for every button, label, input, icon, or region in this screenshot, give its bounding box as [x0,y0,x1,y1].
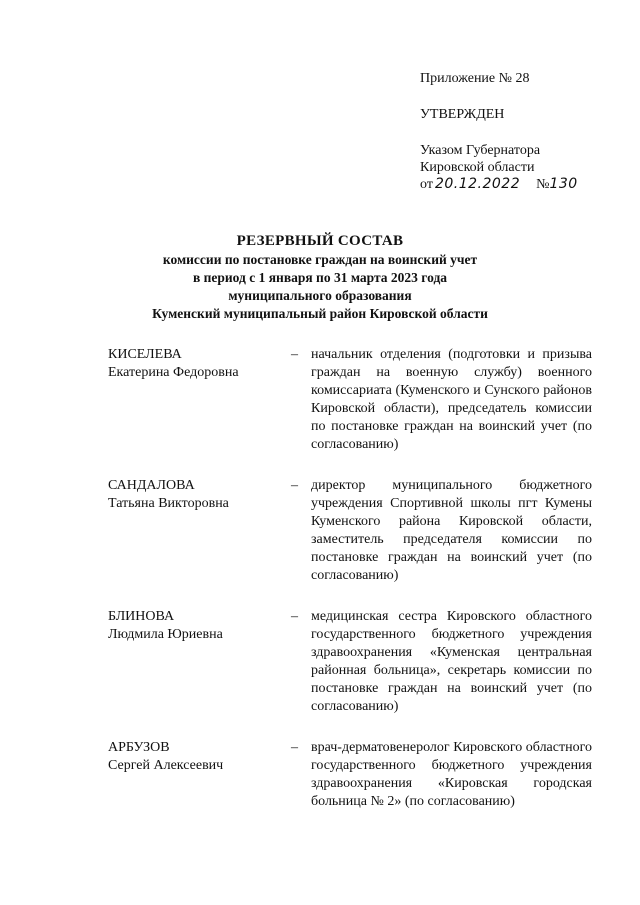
member-entry [108,346,592,454]
member-entry [108,739,592,811]
decree-line-1: Указом Губернатора [420,143,541,158]
decree-date-number [420,176,620,193]
member-list [108,346,592,834]
number-prefix: № [536,177,550,192]
member-given-name: Екатерина Федоровна [108,365,239,380]
member-dash: – [291,740,298,755]
approval-block [420,70,620,193]
title-line-4: Куменский муниципальный район Кировской области [152,306,488,321]
member-role: врач-дерматовенеролог Кировского областного государственного бюджетного учреждения здравоохранения «Кировская городская больница № 2» (по согласованию) [311,740,592,809]
decree-line-2: Кировской области [420,160,535,175]
title-main: РЕЗЕРВНЫЙ СОСТАВ [236,233,404,249]
member-dash: – [291,478,298,493]
handwritten-number: 130 [549,176,578,192]
handwritten-date: 20.12.2022 [434,176,521,192]
from-prefix: от [420,177,433,192]
title-line-3: муниципального образования [228,288,412,303]
member-dash: – [291,347,298,362]
title-line-2: в период с 1 января по 31 марта 2023 года [192,270,448,285]
member-name [108,477,283,513]
document-title [40,232,600,323]
title-line-1: комиссии по постановке граждан на воинский учет [162,252,478,267]
member-name [108,739,283,775]
member-given-name: Сергей Алексеевич [108,758,224,773]
member-role: медицинская сестра Кировского областного государственного бюджетного учреждения здравоохранения «Куменская центральная районная больница», секретарь комиссии по постановке граждан на воинский учет (по согласованию) [311,609,592,714]
approved-label: УТВЕРЖДЕН [420,107,505,122]
member-name [108,608,283,644]
member-surname: САНДАЛОВА [108,478,195,493]
member-entry [108,477,592,585]
member-role: начальник отделения (подготовки и призыва граждан на военную службу) военного комиссариата (Куменского и Сунского районов Кировской области), председатель комиссии по постановке граждан на воинский учет (по согласованию) [311,347,592,452]
member-surname: БЛИНОВА [108,609,175,624]
appendix-number: Приложение № 28 [420,71,530,86]
member-given-name: Татьяна Викторовна [108,496,229,511]
member-given-name: Людмила Юриевна [108,627,223,642]
member-surname: АРБУЗОВ [108,740,170,755]
member-name [108,346,283,382]
member-surname: КИСЕЛЕВА [108,347,182,362]
member-dash: – [291,609,298,624]
member-role: директор муниципального бюджетного учреждения Спортивной школы пгт Кумены Куменского района Кировской области, заместитель председателя комиссии по постановке граждан на воинский учет (по согласованию) [311,478,592,583]
member-entry [108,608,592,716]
